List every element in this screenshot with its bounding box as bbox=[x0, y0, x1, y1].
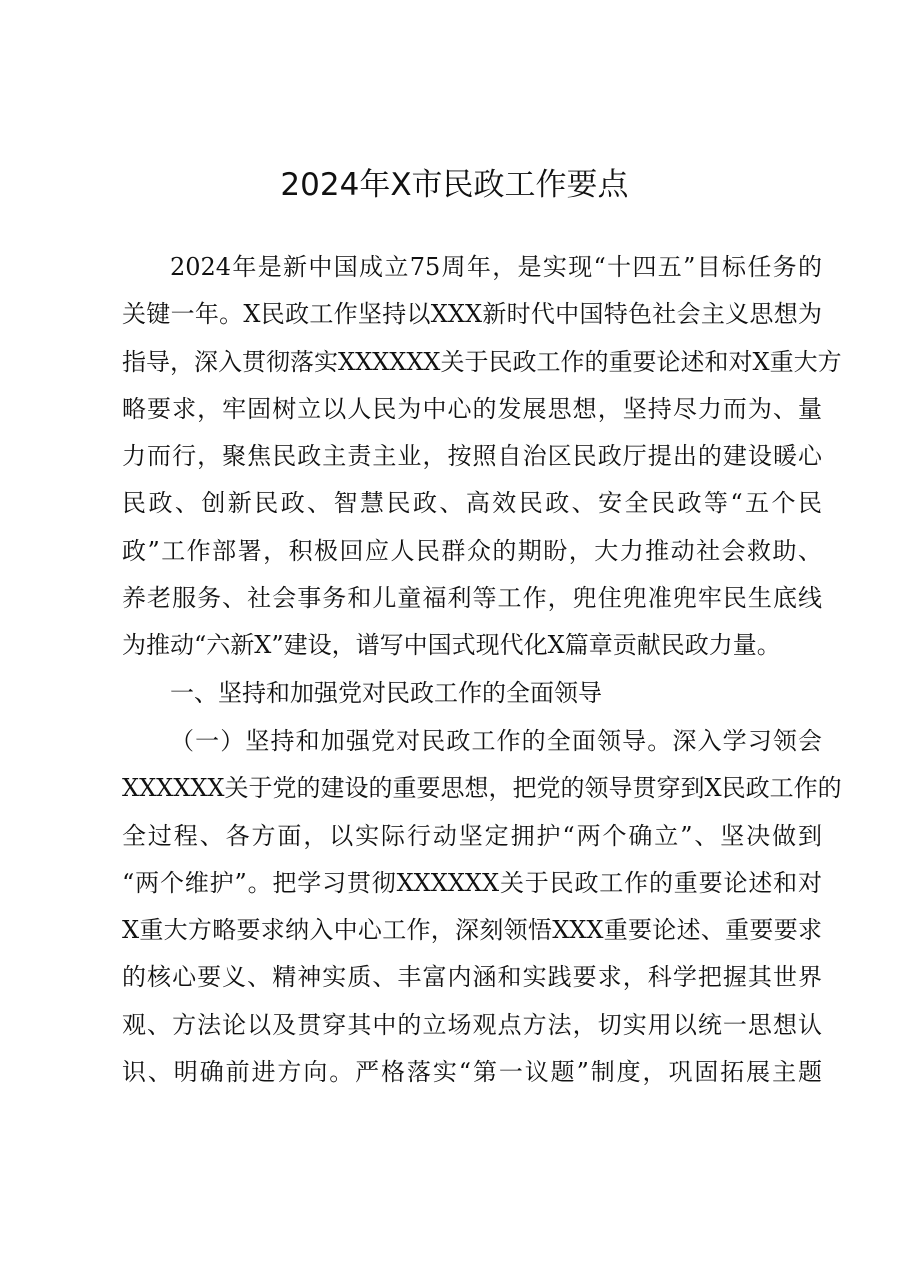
paragraph-line: 全过程、各方面，以实际行动坚定拥护“两个确立”、坚决做到 bbox=[122, 821, 822, 850]
paragraph-line: X重大方略要求纳入中心工作，深刻领悟XXX重要论述、重要要求 bbox=[122, 916, 822, 945]
paragraph-line: 2024年是新中国成立75周年，是实现“十四五”目标任务的 bbox=[170, 253, 822, 281]
section-paragraph bbox=[122, 718, 842, 1096]
paragraph-line: 识、明确前进方向。严格落实“第一议题”制度，巩固拓展主题 bbox=[122, 1058, 822, 1087]
section-heading: 一、坚持和加强党对民政工作的全面领导 bbox=[170, 679, 602, 707]
paragraph-line: 民政、创新民政、智慧民政、高效民政、安全民政等“五个民 bbox=[122, 489, 822, 518]
paragraph-line: 政”工作部署，积极回应人民群众的期盼，大力推动社会救助、 bbox=[122, 536, 822, 565]
paragraph-line: “两个维护”。把学习贯彻XXXXXX关于民政工作的重要论述和对 bbox=[122, 868, 822, 897]
paragraph-line: 关键一年。X民政工作坚持以XXX新时代中国特色社会主义思想为 bbox=[122, 300, 822, 329]
paragraph-line: 力而行，聚焦民政主责主业，按照自治区民政厅提出的建设暖心 bbox=[122, 442, 822, 471]
paragraph-line: （一）坚持和加强党对民政工作的全面领导。深入学习领会 bbox=[170, 727, 822, 755]
document-title: 2024年X市民政工作要点 bbox=[280, 167, 629, 203]
paragraph-line: 指导，深入贯彻落实XXXXXX关于民政工作的重要论述和对X重大方 bbox=[122, 347, 842, 376]
paragraph-line: 观、方法论以及贯穿其中的立场观点方法，切实用以统一思想认 bbox=[122, 1010, 822, 1039]
paragraph-line: 略要求，牢固树立以人民为中心的发展思想，坚持尽力而为、量 bbox=[122, 394, 822, 423]
paragraph-line: 的核心要义、精神实质、丰富内涵和实践要求，科学把握其世界 bbox=[122, 963, 822, 992]
paragraph-line: XXXXXX关于党的建设的重要思想，把党的领导贯穿到X民政工作的 bbox=[122, 774, 842, 803]
paragraph-line: 养老服务、社会事务和儿童福利等工作，兜住兜准兜牢民生底线 bbox=[122, 584, 822, 613]
paragraph-line: 为推动“六新X”建设，谱写中国式现代化X篇章贡献民政力量。 bbox=[122, 631, 781, 660]
intro-paragraph bbox=[122, 244, 842, 670]
